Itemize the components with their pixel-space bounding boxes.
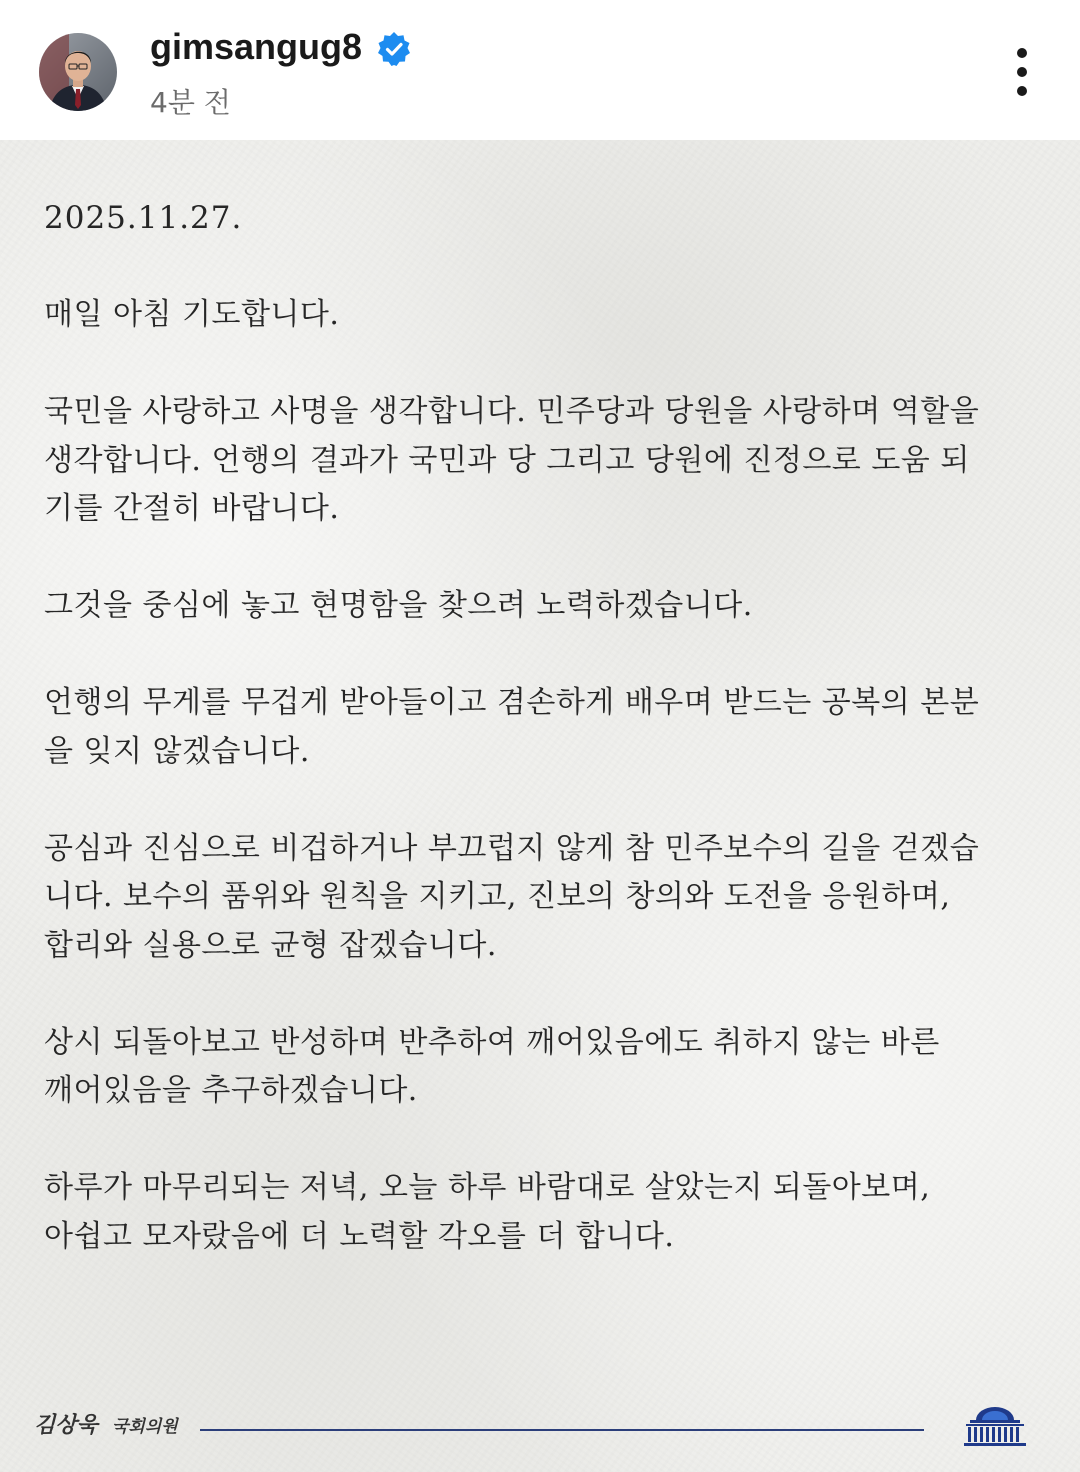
more-vertical-icon [1017, 86, 1027, 96]
profile-avatar[interactable] [39, 33, 117, 111]
letter-paragraph: 그것을 중심에 놓고 현명함을 찾으려 노력하겠습니다. [44, 588, 753, 623]
post-image-letter [0, 140, 1080, 1472]
letter-paragraph: 국민을 사랑하고 사명을 생각합니다. 민주당과 당원을 사랑하며 역할을 생각합니다. 언행의 결과가 국민과 당 그리고 당원에 진정으로 도움 되 기를 간절히 바랍니다. [44, 394, 980, 526]
letter-paragraph: 하루가 마무리되는 저녁, 오늘 하루 바람대로 살았는지 되돌아보며, 아쉽고 모자랐음에 더 노력할 각오를 더 합니다. [44, 1170, 931, 1254]
post-header [0, 0, 1080, 140]
national-assembly-icon [958, 1404, 1032, 1448]
letter-date: 2025.11.27. [44, 200, 243, 236]
verified-badge-icon [376, 31, 412, 67]
username[interactable]: gimsangug8 [150, 26, 363, 67]
signature-name: 김상욱 [34, 1412, 98, 1438]
letter-paragraph: 상시 되돌아보고 반성하며 반추하여 깨어있음에도 취하지 않는 바른 깨어있음을 추구하겠습니다. [44, 1024, 940, 1108]
letter-paragraph: 매일 아침 기도합니다. [44, 297, 340, 332]
more-options-button[interactable] [1004, 46, 1040, 98]
footer-divider [200, 1429, 924, 1431]
signature-title: 국회의원 [112, 1417, 178, 1437]
post-timestamp: 4분 전 [150, 86, 231, 119]
more-vertical-icon [1017, 67, 1027, 77]
letter-paragraph: 공심과 진심으로 비겁하거나 부끄럽지 않게 참 민주보수의 길을 걷겠습 니다. 보수의 품위와 원칙을 지키고, 진보의 창의와 도전을 응원하며, 합리와 실용으로 균형 잡겠습니다. [44, 830, 980, 963]
avatar-photo [39, 33, 117, 111]
letter-paragraph: 언행의 무게를 무겁게 받아들이고 겸손하게 배우며 받드는 공복의 본분 을 잊지 않겠습니다. [44, 685, 980, 769]
letter-body [44, 194, 1054, 1310]
more-vertical-icon [1017, 48, 1027, 58]
